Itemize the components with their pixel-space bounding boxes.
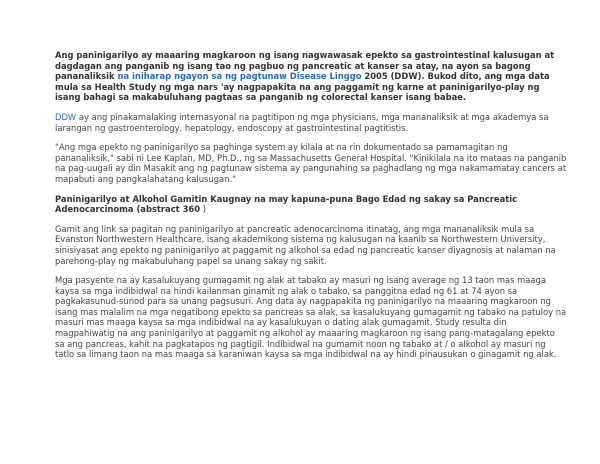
- article: [55, 50, 567, 369]
- intro-text-1: Ang paninigarilyo ay maaaring magkaroon ng isang nagwawasak epekto sa gastrointestinal kalusugan at dagdagan ang panganib ng isang tao ng pagbuo ng pancreatic at kanser sa atay, na ayon sa bagong pananaliksik: [55, 50, 555, 82]
- body-paragraph-2: Mga pasyente na ay kasalukuyang gumagamit ng alak at tabako ay masuri ng isang average ng 13 taon mas maaga kaysa sa mga indibidwal na hindi kailanman ginamit ng alak o tabako, sa panggitna edad ng 61 at 74 ayon sa pagkakasunud-sunod para sa unang pagsusuri. Ang data ay nagpapakita ng paninigarilyo na maaaring magkaroon ng isang mas malalim na mga negatibong epekto sa pancreas sa alak, sa kasalukuyang gumagamit ng tabako na patuloy na masuri mas maaga kaysa sa mga indibidwal na ay kasalukuyan o dating alak gumagamit. Study resulta din magpahiwatig na ang paninigarilyo at paggamit ng alkohol ay maaaring magkaroon ng isang pang-matagalang epekto sa ang pancreas, kahit na pagkatapos ng pagtigil. Indibidwal na gumamit noon ng tabako at / o alkohol ay masuri ng tatlo sa limang taon na mas maaga sa karaniwan kaysa sa mga indibidwal na ay hindi pinausukan o ginagamit ng alak.: [55, 275, 567, 360]
- intro-paragraph: [55, 50, 567, 103]
- ddw-text: ay ang pinakamalaking internasyonal na pagtitipon ng mga physicians, mga mananaliksik at mga akademya sa larangan ng gastroenterology, hepatology, endoscopy at gastrointestinal pagtitistis.: [55, 111, 549, 133]
- ddw-presentation-link[interactable]: na iniharap ngayon sa ng pagtunaw Disease Linggo: [117, 71, 362, 82]
- section-heading: [55, 194, 567, 215]
- section-heading-text: Paninigarilyo at Alkohol Gamitin Kaugnay na may kapuna-puna Bago Edad ng sakay sa Pancreatic Adenocarcinoma (abstract 360: [55, 193, 518, 215]
- intro-text-2: 2005 (DDW). Bukod dito, ang mga data mula sa Health Study ng mga nars 'ay nagpapakita na ang paggamit ng karne at paninigarilyo-play ng isang bahagi sa makabuluhang pagtaas sa panganib ng colorectal kanser isang babae.: [55, 71, 550, 103]
- section-heading-close: ): [200, 204, 207, 215]
- ddw-link[interactable]: DDW: [55, 111, 77, 122]
- ddw-paragraph: [55, 112, 567, 133]
- quote-paragraph: "Ang mga epekto ng paninigarilyo sa paghinga system ay kilala at na rin dokumentado sa pamamagitan ng pananaliksik," sabi ni Lee Kaplan, MD, Ph.D., ng sa Massachusetts General Hospital. "Kinikilala na ito mataas na panganib na pag-uugali ay din Masakit ang ng pagtunaw sistema ay pangunahing sa paghadlang ng mga nakamamatay cancers at mapabuti ang pangkalahatang kalusugan.": [55, 142, 567, 184]
- body-paragraph-1: Gamit ang link sa pagitan ng paninigarilyo at pancreatic adenocarcinoma itinatag, ang mga mananaliksik mula sa Evanston Northwestern Healthcare, isang akademikong sistema ng kalusugan na kaanib sa Northwestern University, sinisiyasat ang epekto ng paninigarilyo at paggamit ng alkohol sa edad ng pancreatic kanser diyagnosis at nalaman na parehong-play ng makabuluhang papel sa unang sakay ng sakit.: [55, 223, 556, 266]
